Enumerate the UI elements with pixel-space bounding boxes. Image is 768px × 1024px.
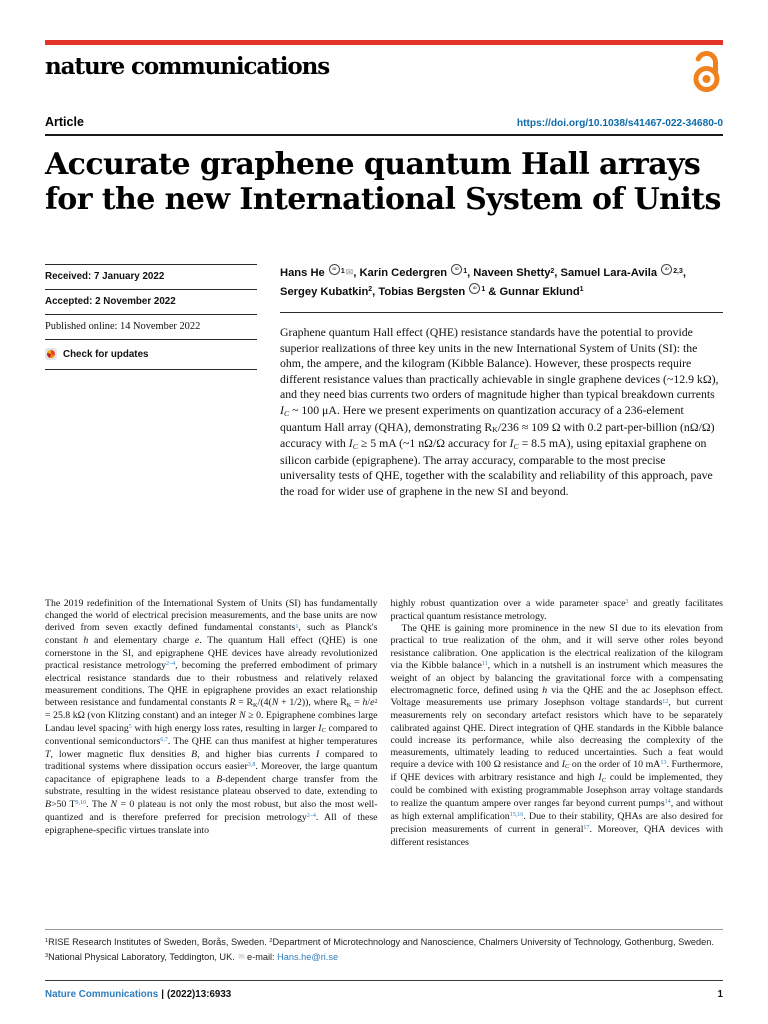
crossmark-icon (45, 348, 57, 360)
body-column-right (391, 598, 724, 849)
top-accent-bar (45, 40, 723, 45)
footer-separator: | (161, 989, 164, 1000)
authors-abstract-column (280, 264, 723, 500)
page-number: 1 (717, 989, 723, 1000)
abstract-text: Graphene quantum Hall effect (QHE) resistance standards have the potential to provide superior realizations of three key units in the new International System of Units (SI): the ohm, the ampere, and the kilogram (Kibble Balance). However, these prospects require different resistance values than practically achievable in single graphene devices (~12.9 kΩ), and they need bias currents two orders of magnitude higher than typical breakdown currents IC ~ 100 μA. Here we present experiments on quantization accuracy of a 236-element quantum Hall array (QHA), demonstrating RK/236 ≈ 109 Ω with 0.2 part-per-billion (nΩ/Ω) accuracy with IC ≥ 5 mA (~1 nΩ/Ω accuracy for IC = 8.5 mA), using epitaxial graphene on silicon carbide (epigraphene). The array accuracy, comparable to the most precise universality tests of QHE, together with the scalability and reliability of this approach, pave the road for wider use of graphene in the new SI and beyond. (280, 325, 719, 498)
abstract-divider (280, 312, 723, 313)
check-for-updates-button[interactable] (45, 339, 257, 370)
footer-citation-group (45, 989, 231, 1000)
article-title: Accurate graphene quantum Hall arrays for the new International System of Units (45, 147, 721, 217)
check-for-updates-label: Check for updates (63, 348, 149, 360)
header-grid (45, 264, 723, 500)
footer-citation: (2022)13:6933 (166, 989, 232, 1000)
received-date: Received: 7 January 2022 (45, 264, 257, 289)
published-date: Published online: 14 November 2022 (45, 314, 257, 339)
article-type-row (45, 115, 723, 136)
page-footer (45, 980, 723, 1000)
journal-logo: nature communications (45, 53, 330, 80)
body-columns (45, 598, 723, 849)
body-paragraph: The QHE is gaining more prominence in the new SI due to its elevation from practical to true realization of the ohm, and it will serve other roles beyond resistance calibration. One application is the electrical realization of the kilogram via the Kibble balance$^{11}$, which in a nutshell is an instrument which measures the weight of an object by balancing the gravitational force with a compensating electromagnetic force, defined using h via the QHE and the ac Josephson effect. Voltage measurements use primary Josephson voltage standards$^{12}$, but current measurements rely on secondary artefact resistors which have to be separately calibrated against QHE. Direct integration of QHE standards in the Kibble balance could increase its performance, while also decreasing the complexity of the measurements, ultimately leading to reduced uncertainties. Such a feat would require a device with 100 Ω resistance and IC on the order of 10 mA$^{13}$. Furthermore, if QHE devices with arbitrary resistance and high IC could be implemented, they could be combined with existing programmable Josephson array voltage standards to realize the quantum ampere over ranges far beyond current pumps$^{14}$, and without as high external amplification$^{15,16}$. Due to their stability, QHAs are also desired for precision measurements of current in general$^{17}$. Moreover, QHA devices with different resistances (390, 623, 723, 848)
article-type-label: Article (45, 115, 84, 129)
affiliations-footnote: $^1$RISE Research Institutes of Sweden, Borås, Sweden. $^2$Department of Microtechnology and Nanoscience, Chalmers University of Technology, Gothenburg, Sweden. $^3$National Physical Laboratory, Teddington, UK. ✉ e-mail: Hans.he@ri.se (45, 929, 723, 966)
authors-line: Hans He iD $^1$✉, Karin Cedergren iD $^1$, Naveen Shetty$^2$, Samuel Lara-Avila iD $^{2,3}$, Sergey Kubatkin$^2$, Tobias Bergsten iD $^1$ & Gunnar Eklund$^1$ (280, 266, 686, 298)
footer-journal-name[interactable]: Nature Communications (45, 989, 159, 1000)
accepted-date: Accepted: 2 November 2022 (45, 289, 257, 314)
masthead (45, 52, 723, 100)
body-column-left (45, 598, 378, 849)
doi-link[interactable]: https://doi.org/10.1038/s41467-022-34680-0 (516, 118, 723, 129)
body-paragraph: The 2019 redefinition of the International System of Units (SI) has fundamentally changed the world of electrical precision measurements, and the base units are now derived from seven exactly defined fundamental constants$^1$, such as Planck's constant h and elementary charge e. The quantum Hall effect (QHE) is one cornerstone in the SI, and epigraphene QHE devices have already revolutionized practical resistance metrology$^{2-4}$, becoming the preferred embodiment of primary electrical resistance standards due to their robustness and relatively relaxed measurement conditions. The QHE in epigraphene provides an exact relationship between resistance and fundamental constants R = RK/(4(N + 1/2)), where RK = $h/e^2 = 25.8$ kΩ (von Klitzing constant) and an integer N ≥ 0. Epigraphene combines large Landau level spacing$^5$ with high energy loss rates, resulting in larger IC compared to conventional semiconductors$^{6,7}$. The QHE can thus manifest at higher temperatures T, lower magnetic flux densities B, and higher bias currents I compared to traditional systems where dissipation occurs easier$^{3,8}$. Moreover, the large quantum capacitance of epigraphene leads to a B-dependent charge transfer from the substrate, resulting in the widest resistance plateau observed to date, extending to B>50 T$^{9,10}$. The N = 0 plateau is not only the most robust, but also the most well-quantized and is therefore preferred for precision metrology$^{2-4}$. All of these epigraphene-specific virtues translate into (45, 598, 378, 836)
open-access-lock-icon (690, 50, 723, 99)
dates-sidebar (45, 264, 257, 500)
body-paragraph: highly robust quantization over a wide parameter space$^3$ and greatly facilitates practical quantum resistance metrology. (390, 598, 723, 623)
